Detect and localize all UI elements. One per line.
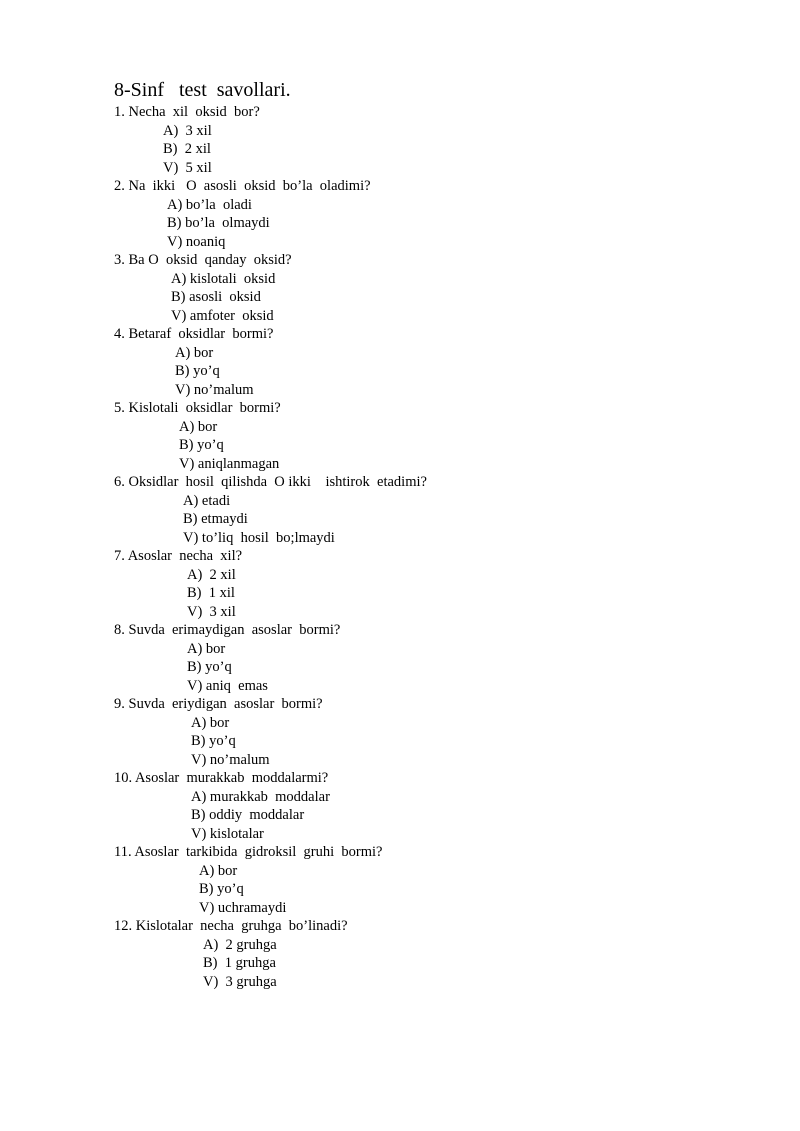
answer-option: B) yo’q	[191, 733, 236, 749]
question-text: 2. Na ikki O asosli oksid bo’la oladimi?	[114, 178, 371, 194]
question-text: 3. Ba O oksid qanday oksid?	[114, 252, 292, 268]
answer-option: V) noaniq	[167, 233, 226, 250]
answer-option: A) bor	[191, 714, 230, 731]
answer-option: B) 1 xil	[187, 585, 235, 601]
answer-option: V) no’malum	[175, 381, 254, 398]
answer-option: B) oddiy moddalar	[191, 807, 305, 823]
answer-option: V) amfoter oksid	[171, 307, 274, 324]
answer-option: A) murakkab moddalar	[191, 788, 330, 805]
answer-option: V) 5 xil	[163, 159, 212, 176]
answer-option: B) etmaydi	[183, 511, 248, 527]
question-text: 10. Asoslar murakkab moddalarmi?	[114, 770, 329, 786]
answer-option: A) bor	[199, 862, 238, 879]
answer-option: B) asosli oksid	[171, 289, 261, 305]
question-text: 6. Oksidlar hosil qilishda O ikki ishtirok etadimi?	[114, 474, 427, 490]
answer-option: A) etadi	[183, 492, 231, 509]
answer-option: A) kislotali oksid	[171, 270, 276, 287]
question-text: 5. Kislotali oksidlar bormi?	[114, 400, 281, 416]
question-text: 7. Asoslar necha xil?	[114, 548, 243, 564]
answer-option: V) aniqlanmagan	[179, 455, 280, 472]
answer-option: V) to’liq hosil bo;lmaydi	[183, 529, 335, 546]
answer-option: B) 2 xil	[163, 141, 211, 157]
answer-option: B) yo’q	[187, 659, 232, 675]
answer-option: A) bor	[179, 418, 218, 435]
answer-option: A) 3 xil	[163, 122, 212, 139]
answer-option: B) 1 gruhga	[203, 955, 276, 971]
answer-option: B) bo’la olmaydi	[167, 215, 270, 231]
answer-option: B) yo’q	[179, 437, 224, 453]
answer-option: A) bo’la oladi	[167, 196, 252, 213]
answer-option: V) 3 xil	[187, 603, 236, 620]
answer-option: V) uchramaydi	[199, 899, 287, 916]
question-text: 12. Kislotalar necha gruhga bo’linadi?	[114, 918, 348, 934]
question-text: 11. Asoslar tarkibida gidroksil gruhi bormi?	[114, 844, 383, 860]
answer-option: A) bor	[187, 640, 226, 657]
question-text: 8. Suvda erimaydigan asoslar bormi?	[114, 622, 341, 638]
question-text: 1. Necha xil oksid bor?	[114, 104, 260, 120]
question-text: 4. Betaraf oksidlar bormi?	[114, 326, 274, 342]
answer-option: V) aniq emas	[187, 677, 268, 694]
answer-option: A) 2 xil	[187, 566, 236, 583]
answer-option: V) kislotalar	[191, 825, 264, 842]
test-document	[114, 78, 714, 991]
answer-option: B) yo’q	[175, 363, 220, 379]
answer-option: A) bor	[175, 344, 214, 361]
question-list	[114, 103, 714, 991]
answer-option: B) yo’q	[199, 881, 244, 897]
document-title: 8-Sinf test savollari.	[114, 79, 291, 101]
answer-option: V) 3 gruhga	[203, 973, 277, 990]
answer-option: A) 2 gruhga	[203, 936, 277, 953]
answer-option: V) no’malum	[191, 751, 270, 768]
question-text: 9. Suvda eriydigan asoslar bormi?	[114, 696, 323, 712]
